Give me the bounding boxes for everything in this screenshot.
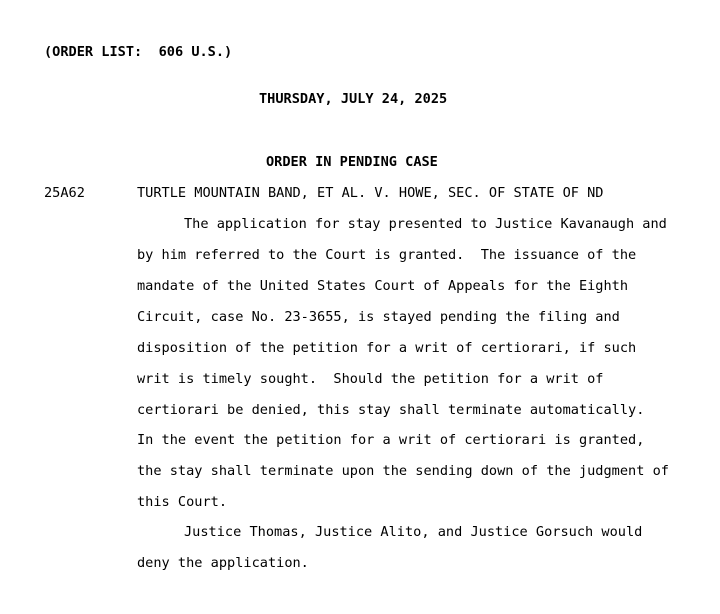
paragraph-line: Justice Thomas, Justice Alito, and Justice Gorsuch would: [184, 524, 643, 540]
paragraph-line: this Court.: [137, 494, 228, 510]
paragraph-line: the stay shall terminate upon the sending down of the judgment of: [137, 463, 669, 479]
paragraph-line: Circuit, case No. 23-3655, is stayed pending the filing and: [137, 309, 620, 325]
paragraph-line: certiorari be denied, this stay shall terminate automatically.: [137, 402, 645, 418]
order-date: THURSDAY, JULY 24, 2025: [259, 91, 448, 107]
paragraph-line: disposition of the petition for a writ of certiorari, if such: [137, 340, 637, 356]
paragraph-line: The application for stay presented to Justice Kavanaugh and: [184, 216, 667, 232]
case-number: 25A62: [44, 185, 85, 201]
section-title: ORDER IN PENDING CASE: [266, 154, 438, 170]
paragraph-line: mandate of the United States Court of Appeals for the Eighth: [137, 278, 629, 294]
paragraph-line: by him referred to the Court is granted. The issuance of the: [137, 247, 637, 263]
paragraph-line: deny the application.: [137, 555, 309, 571]
order-list-header: (ORDER LIST: 606 U.S.): [44, 44, 233, 60]
paragraph-line: writ is timely sought. Should the petition for a writ of: [137, 371, 604, 387]
paragraph-line: In the event the petition for a writ of certiorari is granted,: [137, 432, 645, 448]
case-caption: TURTLE MOUNTAIN BAND, ET AL. V. HOWE, SEC. OF STATE OF ND: [137, 185, 604, 201]
